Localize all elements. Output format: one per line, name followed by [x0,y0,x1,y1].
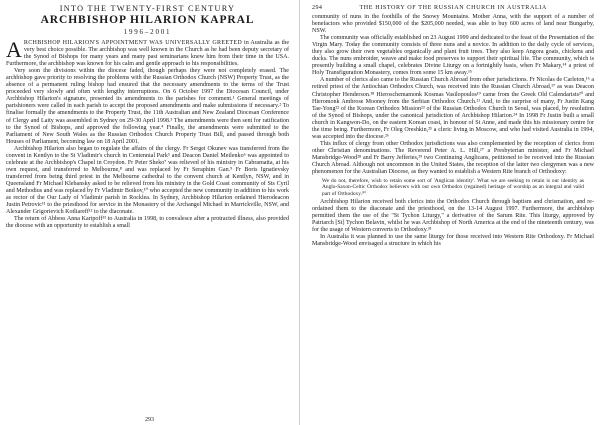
paragraph: Archbishop Hilarion also began to regulate the affairs of the clergy. Fr Sergei Okunev was transferred from the convent in Kentlyn to the St Vladimir's church in Centennial Park⁵ and Deacon Daniel Metlenko⁶ was appointed to celebrate at the Archbishop's Chapel in Croydon. Fr Peter Sheko⁷ was relieved of his ministry in Cabramatta, at his own request, and transferred to Melbourne,⁸ and was replaced by Fr Seraphim Gan.⁹ Fr Boris Ignatievsky transferred from being third priest in the Melbourne cathedral to the convent church at Kentlyn, NSW, and in Queensland Fr Michael Klebansky asked to be relieved from his ministry in the Gold Coast community of Sts Cyril and Methodius and was replaced by Fr Vladimir Boikov,¹⁰ who accepted the new community in addition to his work as rector of the Our Lady of Vladimir parish in Rocklea. In Sydney, Archbishop Hilarion ordained Hierodeacon Justin Petrovic¹¹ to the priesthood for service in the Monastery of the Archangel Michael in Marrickville, NSW, and Alexander Grigorievich Kotliareff¹² to the diaconate. [6,145,289,216]
right-page [300,0,600,425]
running-title: THE HISTORY OF THE RUSSIAN CHURCH IN AUSTRALIA [359,5,547,11]
block-quote: We do not, therefore, wish to retain some sort of 'Anglican identity'. What we are seeking to retain is our identity as Anglo-Saxon-Celtic Orthodox believers with our own Orthodox (regained) heritage of worship as an integral and valid part of Orthodoxy.³⁰ [322,178,584,197]
paragraph: Very soon the divisions within the diocese faded, though perhaps they were not completely erased. The archbishop gave priority to resolving the problems with the Russian Orthodox Church (NSW) Property Trust, as the absence of a permanent ruling bishop had ensured that the necessary amendments to the terms of the Trust proceeded very slowly and often with lengthy interruptions. On 6 October 1997 the Diocesan Council, under Archbishop Hilarion's signature, presented its amendments to the parishes for comment.¹ General meetings of parishioners were called in each parish to accept the proposed amendments and make submissions if necessary.² To finalise formally the amendments to the Property Trust, the 11th Australian and New Zealand Diocesan Conference of Clergy and Laity was assembled in Sydney on 29-30 April 1998.³ The amendments were then sent for ratification to the Synod of Bishops, and approved the following year.⁴ Finally, the amendments were submitted to the Parliament of New South Wales as the Russian Orthodox Church Property Trust Bill, and passed through both Houses of Parliament, becoming law on 18 April 2001. [6,68,289,145]
paragraph: The community was officially established on 23 August 1999 and dedicated to the feast of the Presentation of the Virgin Mary. Today the community consists of three nuns and a novice. In addition to the daily cycle of services, they also grow their own vegetables organically and plant fruit trees. They also keep Angora goats, chickens and ducks. The nuns embroider, weave and make food preserves to support their spiritual life. The community, which is presently building a small chapel, celebrates Divine Liturgy on a fortnightly basis, when Fr Makary,¹⁴ a priest of Holy Transfiguration Monastery, comes from some 15 km away.¹⁵ [312,35,594,77]
running-header [312,4,594,12]
right-body-text [312,14,594,248]
chapter-years: 1996–2001 [123,28,172,36]
paragraph: community of nuns in the foothills of the Snowy Mountains. Mother Anna, with the support of a number of benefactors who provided $150,000 of the $205,000 needed, was able to buy 600 acres of land near Bungarby, NSW. [312,14,594,35]
paragraph: This influx of clergy from other Orthodox jurisdictions was also complemented by the reception of clerics from other Christian denominations. The Reverend Peter A. L. Hill,²⁷ a Presbyterian minister, and Fr Michael Mansbridge-Wood²⁸ and Fr Barry Jefferies,²⁹ two Continuing Anglicans, petitioned to be received into the Russian Church Abroad. Although not uncommon in the United States, the reception of the latter two clergymen was a new phenomenon for the Australian Diocese, as they wanted to establish a Western Rite branch of Orthodoxy: [312,140,594,176]
paragraph-text: in Australia as the very best choice possible. The archbishop was well known in the Church as he had been deputy secretary of the Synod of Bishops for many years and many past seminarians knew him from their time in the USA. Furthermore, the archbishop was known for his calm and gentle approach to his responsibilities. [6,40,289,68]
paragraph: The return of Abbess Anna Karipoff¹³ to Australia in 1998, to convalesce after a protracted illness, also provided the diocese with an opportunity to establish a small [6,216,289,230]
left-body-text [6,37,289,230]
drop-cap: A [6,37,22,62]
lead-in: RCHBISHOP HILARION'S APPOINTMENT WAS UNIVERSALLY GREETED [23,40,243,46]
paragraph: In Australia it was planned to use the same liturgy for those received into Western Rite Orthodoxy. Fr Michael Mansbridge-Wood envisaged a structure in which his [312,234,594,248]
paragraph: A number of clerics also came to the Russian Church Abroad from other jurisdictions. Fr Nicolas de Carleton,¹⁶ a retired priest of the Antiochian Orthodox Church, was received into the Russian Church Abroad,¹⁷ as was Deacon Christopher Henderson.¹⁸ Hieroschemamonk Kosmas Vasilopoulos¹⁹ came from the Greek Old Calendarists²⁰ and Hieromonk Ambrose Mooney from the Serbian Orthodox Church.²¹ And, to the surprise of many, Fr Justin Kang Tae-Yong²² of the Korean Orthodox Mission²³ of the Russian Orthodox Church in Seoul, was placed, by resolution of the Synod of Bishops, under the canonical jurisdiction of Archbishop Hilarion.²⁴ In 1998 Fr Justin built a small church in Kangwon-Do, on the eastern Korean coast, in honour of St Anne, and made this his missionary centre for the time being. Furthermore, Fr Oleg Oreshkin,²⁵ a cleric living in Moscow, and who had visited Australia in 1994, was accepted into the diocese.²⁶ [312,77,594,140]
paragraph: Archbishop Hilarion received both clerics into the Orthodox Church through baptism and chrismation, and re-ordained them to the diaconate and the priesthood, on the 13-14 August 1997. Furthermore, the archbishop permitted them the use of the "St Tychon Liturgy," a derivative of the Sarum Rite. This liturgy, approved by Patriarch [St] Tychon Belavin, whilst he was Archbishop of North America at the end of the nineteenth century, was for the usage of Western converts to Orthodoxy.³¹ [312,198,594,234]
page-number: 293 [145,417,154,423]
chapter-title: ARCHBISHOP HILARION KAPRAL [40,14,255,26]
chapter-kicker: INTO THE TWENTY-FIRST CENTURY [59,4,236,13]
paragraph [6,37,289,68]
page-number: 294 [312,5,323,11]
